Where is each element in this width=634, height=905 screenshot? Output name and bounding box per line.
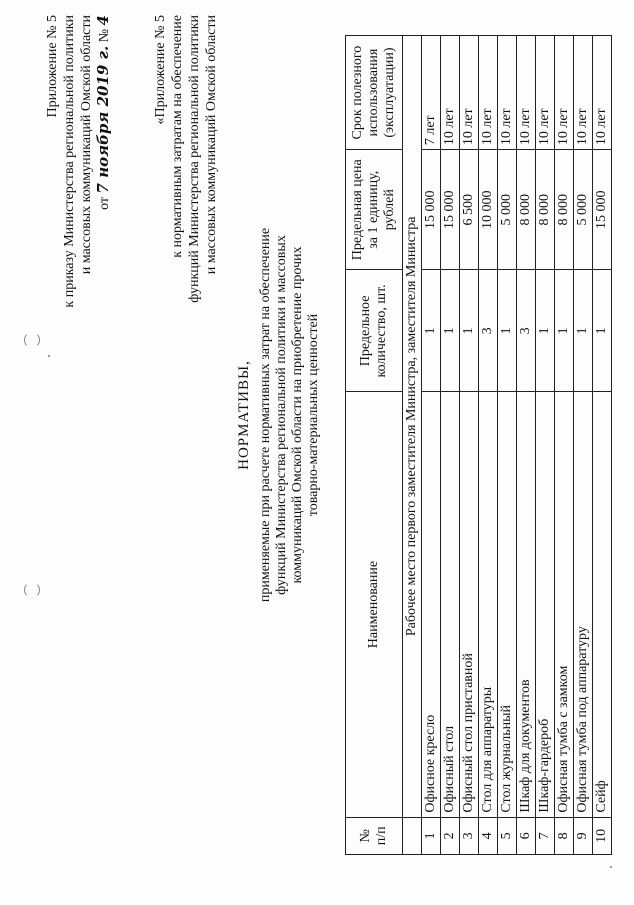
item-quantity: 3 [479,270,498,392]
header-price: Предельная цена за 1 единицу, рублей [346,150,403,270]
row-number: 4 [479,817,498,854]
row-number: 2 [441,817,460,854]
section-row [403,36,422,855]
order-header [44,15,113,308]
item-quantity: 1 [536,270,555,392]
document-title: НОРМАТИВЫ, [236,360,252,470]
section-title: Рабочее место первого заместителя Министра, заместителя Министра [403,36,422,818]
item-service-life: 10 лет [498,36,517,150]
norms-table [345,35,612,855]
item-service-life: 7 лет [422,36,441,150]
handwritten-number: 4 [94,15,112,26]
item-price: 8 000 [555,150,574,270]
header-line-4 [95,15,113,308]
item-quantity: 1 [555,270,574,392]
item-price: 8 000 [517,150,536,270]
item-quantity: 1 [460,270,479,392]
row-number: 3 [460,817,479,854]
table-row [593,36,612,855]
table-row [422,36,441,855]
subtitle-line-4: товарно-материальных ценностей [306,313,321,517]
table-row [574,36,593,855]
table-row [536,36,555,855]
item-price: 15 000 [422,150,441,270]
header-num: № п/п [346,817,403,854]
appendix-header [152,15,220,303]
item-name: Офисная тумба под аппаратуру [574,392,593,817]
table-row [441,36,460,855]
item-name: Стол для аппаратуры [479,392,498,817]
section-num-cell [403,817,422,854]
header-name: Наименование [346,392,403,817]
item-service-life: 10 лет [555,36,574,150]
item-quantity: 1 [498,270,517,392]
item-quantity: 3 [517,270,536,392]
header-line-2: к приказу Министерства региональной политики [62,15,77,308]
row-number: 1 [422,817,441,854]
item-name: Офисный стол приставной [460,392,479,817]
row-number: 7 [536,817,555,854]
row-number: 6 [517,817,536,854]
item-name: Сейф [593,392,612,817]
item-price: 6 500 [460,150,479,270]
appendix-line-4: и массовых коммуникаций Омской области [204,15,219,275]
table-row [460,36,479,855]
row-number: 9 [574,817,593,854]
table-header-row [346,36,403,855]
date-prefix: от [97,196,112,210]
item-quantity: 1 [441,270,460,392]
item-quantity: 1 [574,270,593,392]
subtitle-line-3: коммуникаций Омской области на приобретение прочих [290,246,305,584]
appendix-line-1: «Приложение № 5 [153,15,168,125]
item-price: 15 000 [593,150,612,270]
header-line-1: Приложение № 5 [45,15,60,118]
item-price: 5 000 [498,150,517,270]
appendix-line-2: к нормативным затратам на обеспечение [170,15,185,258]
table-row [498,36,517,855]
item-quantity: 1 [593,270,612,392]
handwritten-date: 7 ноября 2019 г. [94,45,112,194]
item-name: Шкаф-гардероб [536,392,555,817]
subtitle-line-1: применяемые при расчете нормативных затрат на обеспечение [258,227,273,603]
item-service-life: 10 лет [593,36,612,150]
header-service-life: Срок полезного использования (эксплуатации) [346,36,403,150]
item-name: Офисная тумба с замком [555,392,574,817]
row-number: 5 [498,817,517,854]
item-service-life: 10 лет [441,36,460,150]
row-number: 8 [555,817,574,854]
appendix-line-3: функций Министерства региональной политики [187,15,202,303]
item-service-life: 10 лет [574,36,593,150]
table-row [517,36,536,855]
item-service-life: 10 лет [479,36,498,150]
document-subtitle [258,210,322,620]
item-service-life: 10 лет [536,36,555,150]
table-row [555,36,574,855]
item-quantity: 1 [422,270,441,392]
subtitle-line-2: функций Министерства региональной политики и массовых [274,235,289,595]
item-name: Офисное кресло [422,392,441,817]
item-name: Стол журнальный [498,392,517,817]
item-price: 5 000 [574,150,593,270]
item-price: 8 000 [536,150,555,270]
header-line-3: и массовых коммуникаций Омской области [79,15,94,275]
item-name: Офисный стол [441,392,460,817]
item-service-life: 10 лет [460,36,479,150]
item-service-life: 10 лет [517,36,536,150]
header-quantity: Предельное количество, шт. [346,270,403,392]
item-name: Шкаф для документов [517,392,536,817]
item-price: 10 000 [479,150,498,270]
table-row [479,36,498,855]
row-number: 10 [593,817,612,854]
number-prefix: № [97,28,112,43]
item-price: 15 000 [441,150,460,270]
